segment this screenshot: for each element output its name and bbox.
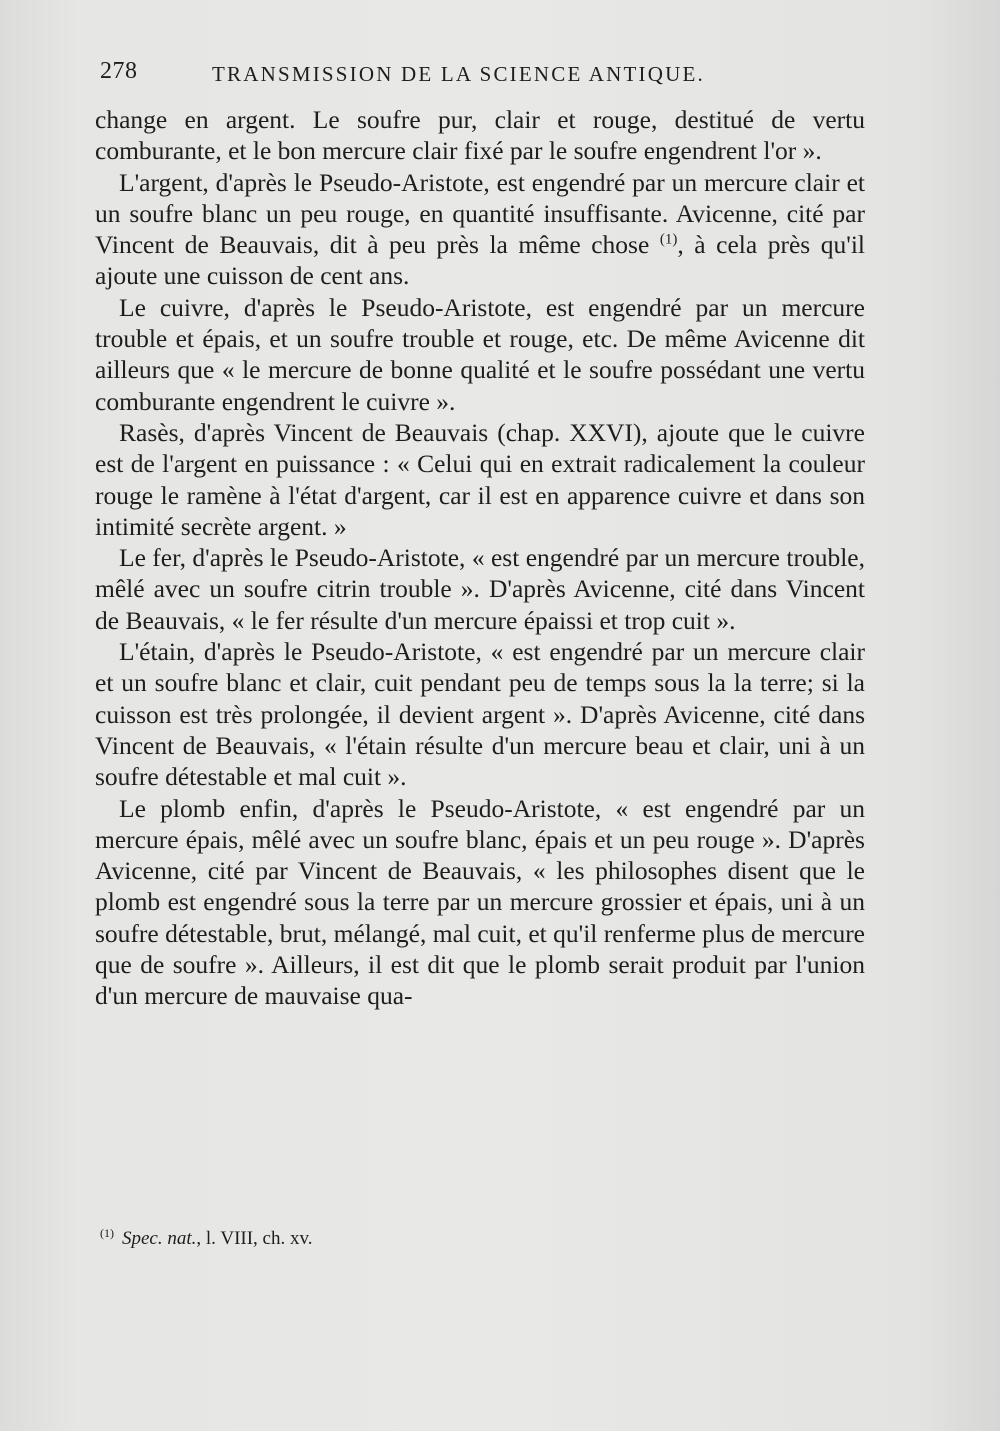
footnote-mark: (1) xyxy=(100,1225,114,1240)
paragraph-5: Le fer, d'après le Pseudo-Aristote, « est engendré par un mercure trouble, mêlé avec un soufre citrin trouble ». D'après Avicenne, cité dans Vincent de Beauvais, « le fer résulte d'un mercure épaissi et trop cuit ». xyxy=(95,543,865,635)
body-text xyxy=(95,104,865,1012)
paragraph-2-text-a: L'argent, d'après le Pseudo-Aristote, est engendré par un mercure clair et un soufre blanc un peu rouge, en quantité insuffisante. Avicenne, cité par Vincent de Beauvais, dit à peu près la même chose xyxy=(95,167,865,260)
paragraph-7: Le plomb enfin, d'après le Pseudo-Aristote, « est engendré par un mercure épais, mêlé avec un soufre blanc, épais et un peu rouge ». D'après Avicenne, cité par Vincent de Beauvais, « les philosophes disent que le plomb est engendré sous la terre par un mercure grossier et épais, uni à un soufre détestable, brut, mélangé, mal cuit, et qu'il renferme plus de mercure que de soufre ». Ailleurs, il est dit que le plomb serait produit par l'union d'un mercure de mauvaise qua- xyxy=(95,793,866,1011)
paragraph-3: Le cuivre, d'après le Pseudo-Aristote, est engendré par un mercure trouble et épais, et un soufre trouble et rouge, etc. De même Avicenne dit ailleurs que « le mercure de bonne qualité et le soufre possédant une vertu comburante engendrent le cuivre ». xyxy=(95,292,865,416)
paragraph-2-text-b: , à cela près qu'il ajoute une cuisson de cent ans. xyxy=(95,230,865,291)
running-title: TRANSMISSION DE LA SCIENCE ANTIQUE. xyxy=(212,62,705,86)
paragraph-2 xyxy=(95,167,865,292)
footnote-source: Spec. nat. xyxy=(122,1228,197,1249)
footnote-reference-text: , l. VIII, ch. xv. xyxy=(196,1228,313,1249)
page-header xyxy=(100,58,760,98)
page-number: 278 xyxy=(100,58,138,84)
paragraph-1: change en argent. Le soufre pur, clair et rouge, destitué de vertu comburante, et le bon mercure clair fixé par le soufre engendrent l'or ». xyxy=(95,105,865,166)
footnote-reference[interactable]: (1) xyxy=(659,231,678,248)
paragraph-6: L'étain, d'après le Pseudo-Aristote, « est engendré par un mercure clair et un soufre blanc et clair, cuit pendant peu de temps sous la la terre; si la cuisson est très prolongée, il devient argent ». D'après Avicenne, cité dans Vincent de Beauvais, « l'étain résulte d'un mercure beau et clair, uni à un soufre détestable et mal cuit ». xyxy=(95,637,865,792)
footnote xyxy=(100,1227,800,1251)
paragraph-4: Rasès, d'après Vincent de Beauvais (chap. XXVI), ajoute que le cuivre est de l'argent en puissance : « Celui qui en extrait radicalement la couleur rouge le ramène à l'état d'argent, car il est en apparence cuivre et dans son intimité secrète argent. » xyxy=(95,417,865,541)
